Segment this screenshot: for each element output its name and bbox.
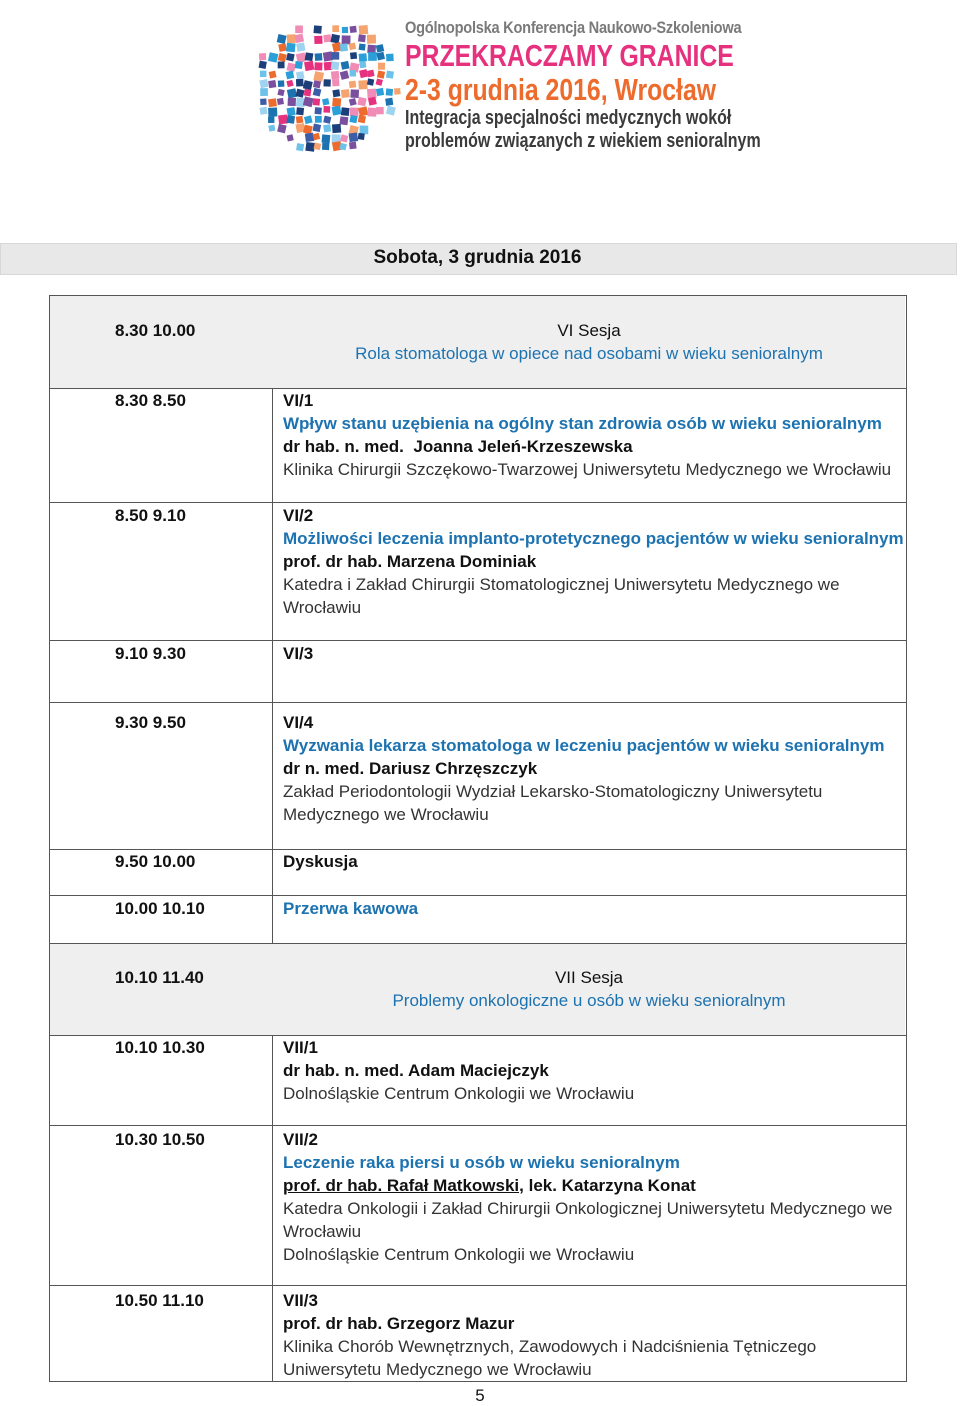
- talk-affiliation-line-3: Dolnośląskie Centrum Onkologii we Wrocławiu: [283, 1245, 635, 1264]
- talk-time: 10.10 10.30: [115, 1038, 205, 1057]
- discussion-time: 9.50 10.00: [115, 852, 196, 871]
- talk-code: VI/1: [283, 391, 314, 410]
- speaker-prefix: prof. dr hab.: [283, 552, 383, 571]
- speaker-prefix: prof. dr hab.: [283, 1314, 383, 1333]
- row-divider: [49, 895, 906, 896]
- talk-speaker: [283, 550, 536, 573]
- talk-affiliation-line-1: Zakład Periodontologii Wydział Lekarsko-Stomatologiczny Uniwersytetu: [283, 782, 823, 801]
- discussion-label: Dyskusja: [283, 852, 358, 871]
- talk-affiliation-line-2: Wrocławiu: [283, 1222, 362, 1241]
- row-divider: [49, 943, 906, 944]
- row-divider: [49, 702, 906, 703]
- talk-time: 10.30 10.50: [115, 1130, 205, 1149]
- break-label: Przerwa kawowa: [283, 899, 419, 918]
- speaker-name-presenting: prof. dr hab. Rafał Matkowski,: [283, 1176, 524, 1195]
- session-7-title: VII Sesja: [554, 968, 624, 987]
- session-7-time: 10.10 11.40: [115, 968, 204, 987]
- day-title: Sobota, 3 grudnia 2016: [373, 247, 582, 268]
- logo-line-2: PRZEKRACZAMY GRANICE: [405, 38, 734, 73]
- speaker-prefix: dr hab. n. med.: [283, 437, 404, 456]
- speaker-prefix: dr hab. n. med.: [283, 1061, 404, 1080]
- talk-affiliation-line-2: Uniwersytetu Medycznego we Wrocławiu: [283, 1360, 592, 1379]
- speaker-name-coauthor: lek. Katarzyna Konat: [523, 1176, 696, 1195]
- talk-code: VII/2: [283, 1130, 318, 1149]
- row-divider: [49, 1125, 906, 1126]
- talk-code: VII/1: [283, 1038, 318, 1057]
- talk-title: Wpływ stanu uzębienia na ogólny stan zdrowia osób w wieku senioralnym: [283, 414, 882, 433]
- talk-title: Wyzwania lekarza stomatologa w leczeniu pacjentów w wieku senioralnym: [283, 736, 885, 755]
- logo-line-5: problemów związanych z wiekiem senioralnym: [405, 130, 761, 152]
- talk-code: VI/3: [283, 644, 314, 663]
- talk-time: 9.10 9.30: [115, 644, 186, 663]
- speaker-prefix: dr n. med.: [283, 759, 365, 778]
- speaker-name: Marzena Dominiak: [386, 552, 537, 571]
- logo-line-1: Ogólnopolska Konferencja Naukowo-Szkoleniowa: [405, 18, 742, 37]
- talk-time: 8.30 8.50: [115, 391, 186, 410]
- session-6-title: VI Sesja: [557, 321, 621, 340]
- speaker-name: Grzegorz Mazur: [386, 1314, 515, 1333]
- talk-code: VII/3: [283, 1291, 318, 1310]
- talk-time: 10.50 11.10: [115, 1291, 204, 1310]
- session-6-time: 8.30 10.00: [115, 321, 196, 340]
- speaker-name: Joanna Jeleń-Krzeszewska: [413, 437, 633, 456]
- talk-speaker: [283, 435, 633, 458]
- talk-affiliation: Dolnośląskie Centrum Onkologii we Wrocławiu: [283, 1084, 635, 1103]
- row-divider: [49, 502, 906, 503]
- talk-code: VI/4: [283, 713, 314, 732]
- speaker-name: Dariusz Chrzęszczyk: [368, 759, 538, 778]
- talk-speaker: [283, 1059, 549, 1082]
- speaker-name: Adam Maciejczyk: [408, 1061, 549, 1080]
- talk-speaker: [283, 1174, 696, 1197]
- session-7-subtitle: Problemy onkologiczne u osób w wieku senioralnym: [392, 991, 786, 1010]
- talk-affiliation-line-2: Medycznego we Wrocławiu: [283, 805, 489, 824]
- talk-speaker: [283, 757, 537, 780]
- column-divider: [272, 388, 273, 943]
- talk-speaker: [283, 1312, 514, 1335]
- session-6-subtitle: Rola stomatologa w opiece nad osobami w wieku senioralnym: [355, 344, 823, 363]
- talk-time: 8.50 9.10: [115, 506, 186, 525]
- talk-title: Możliwości leczenia implanto-protetycznego pacjentów w wieku senioralnym: [283, 529, 904, 548]
- logo-line-4: Integracja specjalności medycznych wokół: [405, 107, 732, 129]
- talk-affiliation-line-1: Katedra Onkologii i Zakład Chirurgii Onkologicznej Uniwersytetu Medycznego we: [283, 1199, 893, 1218]
- talk-affiliation-line-2: Wrocławiu: [283, 598, 362, 617]
- row-divider: [49, 1285, 906, 1286]
- break-time: 10.00 10.10: [115, 899, 205, 918]
- talk-affiliation-line-1: Katedra i Zakład Chirurgii Stomatologicznej Uniwersytetu Medycznego we: [283, 575, 840, 594]
- conference-logo-text: [405, 17, 761, 153]
- row-divider: [49, 640, 906, 641]
- talk-title: Leczenie raka piersi u osób w wieku senioralnym: [283, 1153, 680, 1172]
- talk-code: VI/2: [283, 506, 314, 525]
- talk-affiliation: Klinika Chirurgii Szczękowo-Twarzowej Uniwersytetu Medycznego we Wrocławiu: [283, 460, 892, 479]
- talk-affiliation-line-1: Klinika Chorób Wewnętrznych, Zawodowych i Nadciśnienia Tętniczego: [283, 1337, 817, 1356]
- page-number: 5: [475, 1386, 485, 1405]
- logo-line-3: 2-3 grudnia 2016, Wrocław: [405, 72, 717, 107]
- column-divider: [272, 1035, 273, 1381]
- talk-time: 9.30 9.50: [115, 713, 186, 732]
